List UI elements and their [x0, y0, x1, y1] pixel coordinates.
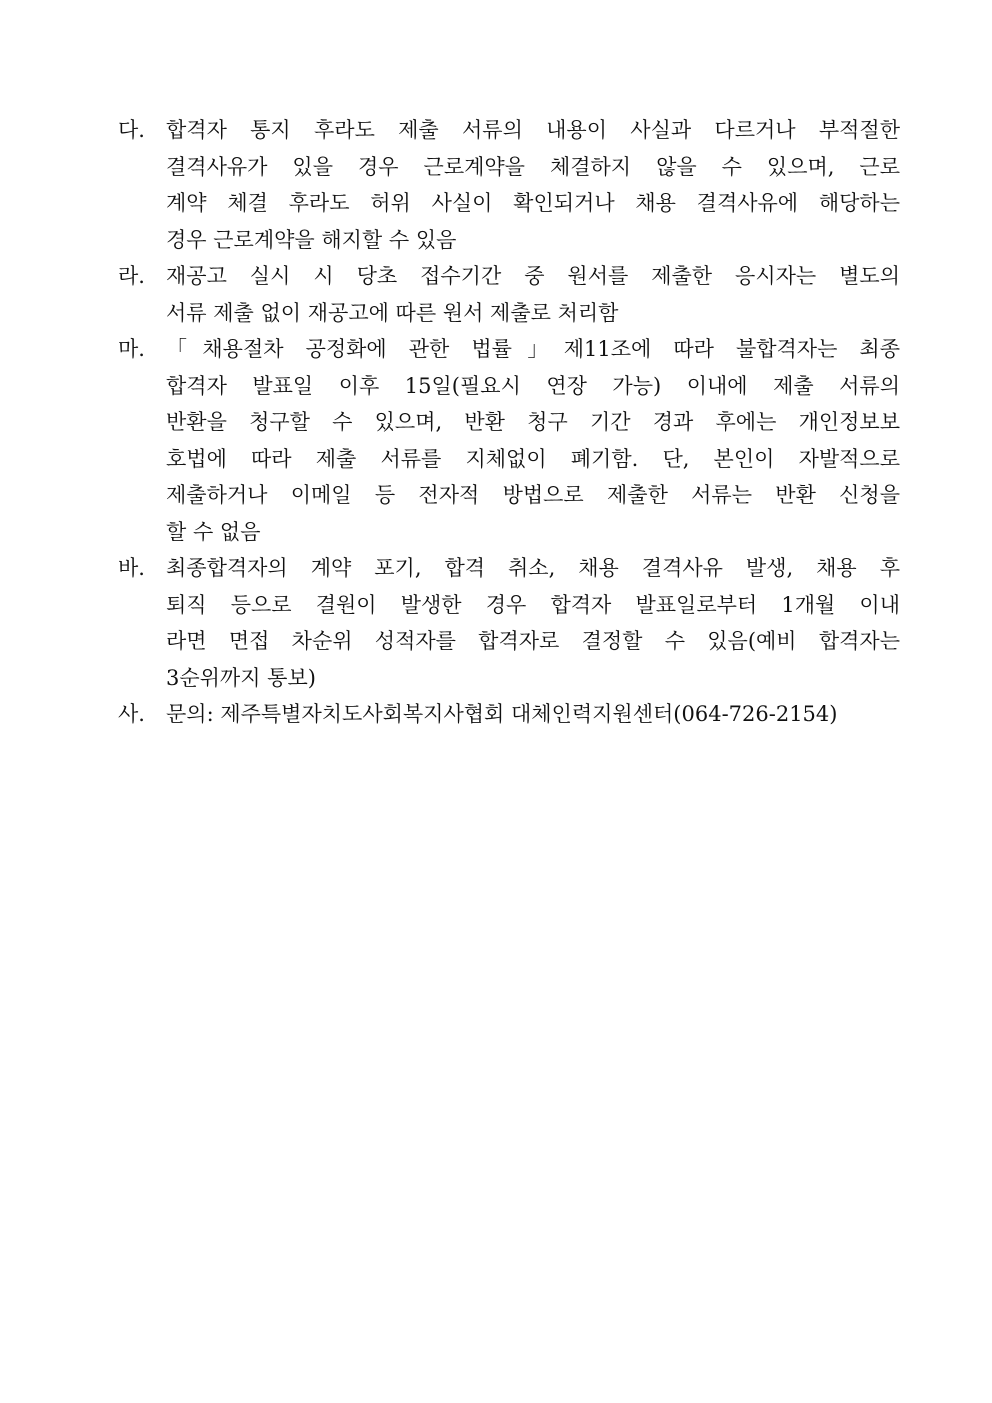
item-marker: 다.	[118, 118, 145, 142]
item-text-line: 라면 면접 차순위 성적자를 합격자로 결정할 수 있음(예비 합격자는	[166, 629, 900, 653]
item-text-line: 재공고 실시 시 당초 접수기간 중 원서를 제출한 응시자는 별도의	[166, 264, 900, 288]
item-text-line: 최종합격자의 계약 포기, 합격 취소, 채용 결격사유 발생, 채용 후	[166, 556, 900, 580]
item-text-line: 3순위까지 통보)	[166, 665, 316, 690]
item-text-line: 반환을 청구할 수 있으며, 반환 청구 기간 경과 후에는 개인정보보	[166, 410, 900, 434]
item-marker: 사.	[118, 702, 145, 726]
item-text-line: 결격사유가 있을 경우 근로계약을 체결하지 않을 수 있으며, 근로	[166, 154, 900, 179]
list-item-ba	[118, 550, 900, 696]
list-item-sa	[118, 696, 900, 733]
item-text-line: 계약 체결 후라도 허위 사실이 확인되거나 채용 결격사유에 해당하는	[166, 191, 900, 215]
item-text-line: 합격자 발표일 이후 15일(필요시 연장 가능) 이내에 제출 서류의	[166, 373, 900, 398]
item-marker: 바.	[118, 556, 145, 580]
item-text-line: 할 수 없음	[166, 519, 261, 544]
document-body	[118, 112, 900, 733]
list-item-ra	[118, 258, 900, 331]
item-marker: 마.	[118, 337, 145, 361]
item-marker: 라.	[118, 264, 145, 288]
item-text-line: 경우 근로계약을 해지할 수 있음	[166, 227, 457, 252]
item-text-line: 제출하거나 이메일 등 전자적 방법으로 제출한 서류는 반환 신청을	[166, 483, 900, 507]
list-item-ma	[118, 331, 900, 550]
item-text-line: 호법에 따라 제출 서류를 지체없이 폐기함. 단, 본인이 자발적으로	[166, 446, 900, 471]
list-item-da	[118, 112, 900, 258]
item-text-line: 서류 제출 없이 재공고에 따른 원서 제출로 처리함	[166, 300, 619, 325]
item-text-line: 합격자 통지 후라도 제출 서류의 내용이 사실과 다르거나 부적절한	[166, 118, 900, 142]
item-text-line: 퇴직 등으로 결원이 발생한 경우 합격자 발표일로부터 1개월 이내	[166, 592, 900, 617]
item-text-line: 「채용절차 공정화에 관한 법률」제11조에 따라 불합격자는 최종	[166, 337, 900, 361]
contact-info-line: 문의: 제주특별자치도사회복지사협회 대체인력지원센터(064-726-2154)	[166, 702, 838, 726]
